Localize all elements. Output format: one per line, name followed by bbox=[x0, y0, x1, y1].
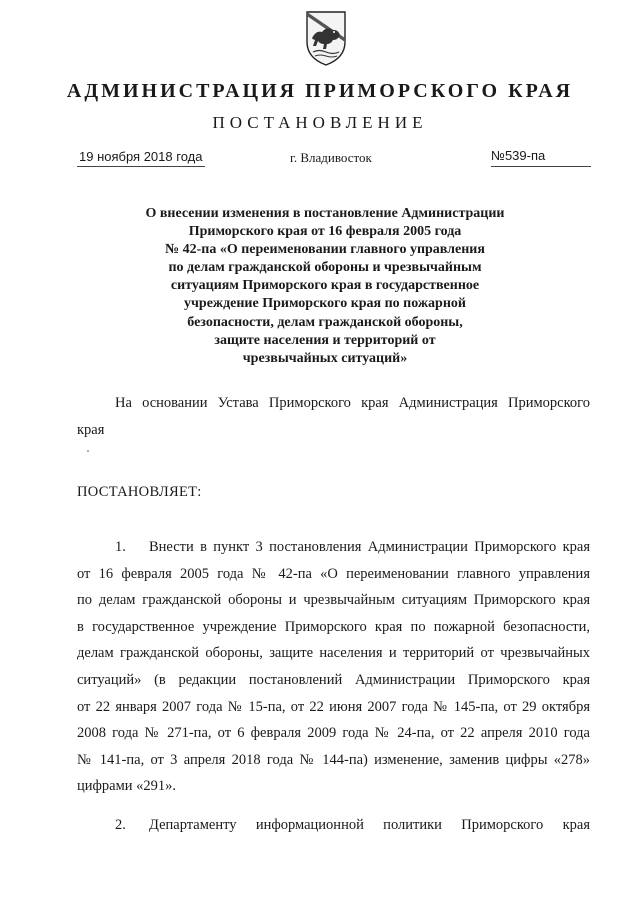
date-underline bbox=[77, 166, 205, 167]
item-number: 1. bbox=[115, 539, 126, 555]
item-line: от 22 января 2007 года № 15-па, от 22 июня 2007 года № 145-па, от 29 октября bbox=[77, 698, 590, 715]
intro-line: На основании Устава Приморского края Администрация Приморского bbox=[115, 395, 590, 411]
subject-line: по делам гражданской обороны и чрезвычайным bbox=[168, 260, 482, 276]
item-2-paragraph bbox=[77, 812, 590, 839]
decree-word: ПОСТАНОВЛЯЕТ: bbox=[77, 484, 202, 500]
item-line: по делам гражданской обороны и чрезвычайным ситуациям Приморского края bbox=[77, 592, 590, 609]
item-line: 2008 года № 271-па, от 6 февраля 2009 года № 24-па, от 22 апреля 2010 года bbox=[77, 725, 590, 742]
item-line-text: Департаменту информационной политики Приморского края bbox=[149, 817, 590, 833]
scan-speck bbox=[87, 450, 89, 452]
subject-line: защите населения и территорий от bbox=[214, 332, 436, 348]
item-number: 2. bbox=[115, 817, 126, 833]
document-date: 19 ноября 2018 года bbox=[79, 149, 203, 164]
item-line bbox=[77, 534, 590, 561]
item-line: цифрами «291». bbox=[77, 778, 177, 795]
subject-line: безопасности, делам гражданской обороны, bbox=[187, 314, 463, 330]
subject-line: Приморского края от 16 февраля 2005 года bbox=[188, 224, 462, 240]
document-subject bbox=[110, 205, 540, 368]
subject-line: чрезвычайных ситуаций» bbox=[242, 350, 408, 366]
item-line: от 16 февраля 2005 года № 42-па «О переименовании главного управления bbox=[77, 565, 590, 582]
document-number: №539-па bbox=[491, 148, 546, 163]
item-line-text: Внести в пункт 3 постановления Администрации Приморского края bbox=[149, 539, 590, 555]
subject-line: учреждение Приморского края по пожарной bbox=[184, 296, 466, 312]
intro-paragraph bbox=[77, 390, 590, 443]
document-type: ПОСТАНОВЛЕНИЕ bbox=[212, 113, 428, 132]
subject-line: О внесении изменения в постановление Администрации bbox=[145, 206, 505, 221]
document-city: г. Владивосток bbox=[290, 150, 372, 165]
subject-line: № 42-па «О переименовании главного управления bbox=[165, 242, 485, 258]
item-line: № 141-па, от 3 апреля 2018 года № 144-па) изменение, заменив цифры «278» bbox=[77, 751, 590, 768]
item-line bbox=[77, 812, 590, 839]
organization-title: АДМИНИСТРАЦИЯ ПРИМОРСКОГО КРАЯ bbox=[66, 80, 574, 102]
item-line: в государственное учреждение Приморского края по пожарной безопасности, bbox=[77, 618, 590, 635]
primorsky-krai-coat-of-arms-icon bbox=[303, 8, 349, 68]
number-underline bbox=[491, 166, 591, 167]
item-line: делам гражданской обороны, защите населения и территорий от чрезвычайных bbox=[77, 645, 590, 662]
intro-line: края bbox=[77, 421, 105, 438]
subject-line: ситуациям Приморского края в государственное bbox=[170, 278, 480, 294]
item-line: ситуаций» (в редакции постановлений Администрации Приморского края bbox=[77, 671, 590, 688]
item-1-paragraph bbox=[77, 534, 590, 800]
